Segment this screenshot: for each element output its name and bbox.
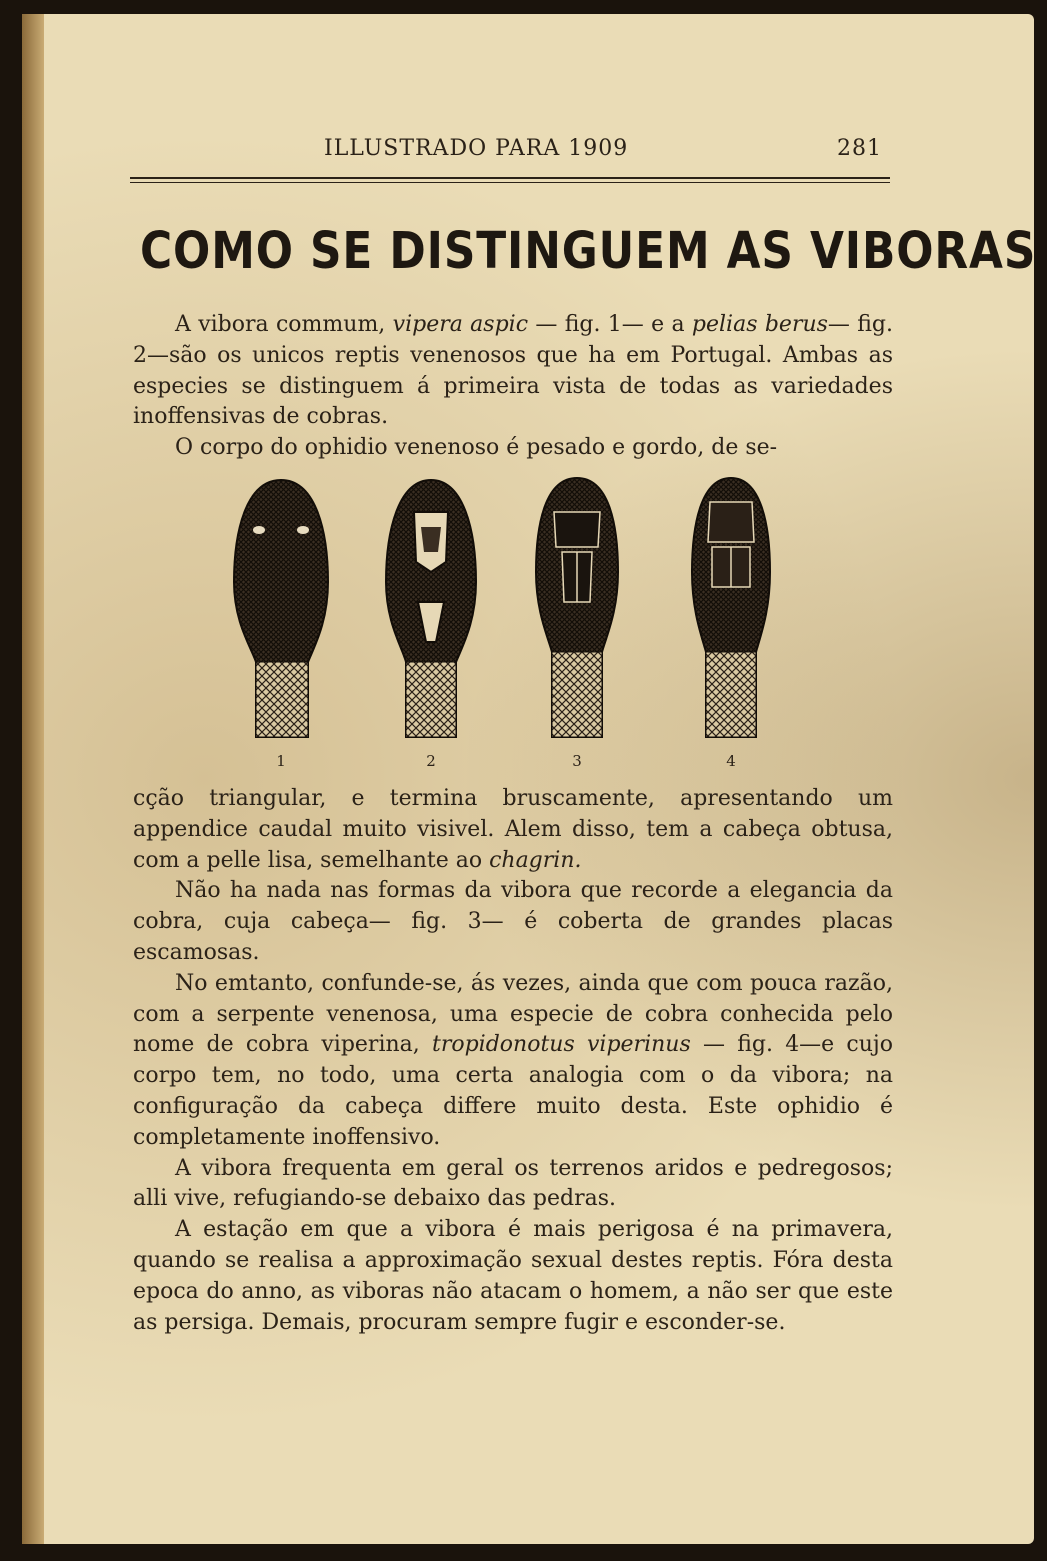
article-text-top	[133, 310, 893, 464]
figure-4	[676, 472, 786, 770]
paragraph-intro: A vibora commum, vipera aspic — fig. 1— e a pelias berus— fig. 2—são os unicos reptis venenosos que ha em Portugal. Ambas as especies se distinguem á primeira vista de todas as variedades inoffensivas de cobras.	[133, 312, 894, 430]
snake-head-figures	[226, 472, 786, 772]
viper-head-top-view-icon	[226, 472, 336, 742]
page-number: 281	[837, 136, 882, 161]
paragraph-body-cont: cção triangular, e termina bruscamente, apresentando um appendice caudal muito visivel. Alem disso, tem a cabeça obtusa, com a pelle lisa, semelhante ao chagrin.	[133, 786, 893, 873]
figure-number: 2	[426, 752, 436, 770]
figure-2	[376, 472, 486, 770]
article-text-bottom	[133, 784, 893, 1338]
figure-3	[522, 472, 632, 770]
header-rule-thin	[130, 182, 890, 183]
paragraph-body-start: O corpo do ophidio venenoso é pesado e gordo, de se-	[175, 435, 778, 461]
article-headline: COMO SE DISTINGUEM AS VIBORAS	[140, 222, 1037, 281]
paragraph-elegance: Não ha nada nas formas da vibora que recorde a elegancia da cobra, cuja cabeça— fig. 3— é coberta de grandes placas escamosas.	[133, 878, 893, 965]
snake-head-scaled-icon	[676, 472, 786, 742]
snake-head-scaled-icon	[522, 472, 632, 742]
figure-number: 3	[572, 752, 582, 770]
viper-head-top-view-icon	[376, 472, 486, 742]
figure-number: 4	[726, 752, 736, 770]
paragraph-season: A estação em que a vibora é mais perigosa é na primavera, quando se realisa a approximação sexual destes reptis. Fóra desta epoca do anno, as viboras não atacam o homem, a não ser que este as persiga. Demais, procuram sempre fugir e esconder-se.	[133, 1217, 893, 1335]
paragraph-confusion: No emtanto, confunde-se, ás vezes, ainda que com pouca razão, com a serpente venenosa, uma especie de cobra conhecida pelo nome de cobra viperina, tropidonotus viperinus — fig. 4—e cujo corpo tem, no todo, uma certa analogia com o da vibora; na configuração da cabeça differe muito desta. Este ophidio é completamente inoffensivo.	[133, 970, 893, 1150]
figure-number: 1	[276, 752, 286, 770]
paragraph-habitat: A vibora frequenta em geral os terrenos aridos e pedregosos; alli vive, refugiando-se debaixo das pedras.	[133, 1155, 893, 1212]
book-gutter	[22, 14, 44, 1544]
header-rule	[130, 177, 890, 179]
running-header	[130, 132, 890, 168]
figure-1	[226, 472, 336, 770]
header-title: ILLUSTRADO PARA 1909	[324, 136, 629, 161]
